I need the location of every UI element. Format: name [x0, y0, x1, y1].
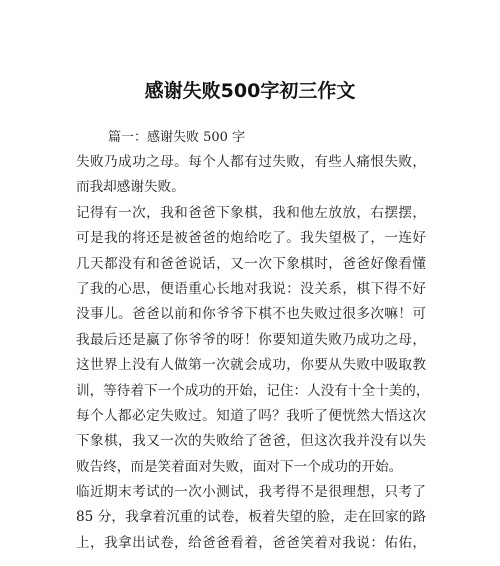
text-line: 了我的心思，便语重心长地对我说：没关系，棋下得不好 — [76, 280, 426, 297]
text-line: 失败乃成功之母。每个人都有过失败，有些人痛恨失败， — [76, 154, 426, 170]
document-title: 感谢失败500字初三作文 — [144, 80, 356, 102]
text-line: 没事儿。爸爸以前和你爷爷下棋不也失败过很多次嘛！可 — [76, 306, 426, 323]
text-line: 训，等待着下一个成功的开始，记住：人没有十全十美的， — [76, 382, 430, 399]
text-line: 临近期末考试的一次小测试，我考得不是很理想，只考了 — [76, 484, 426, 501]
text-line: 可是我的将还是被爸爸的炮给吃了。我失望极了，一连好 — [76, 230, 426, 247]
text-line: 85 分，我拿着沉重的试卷，板着失望的脸，走在回家的路 — [76, 509, 426, 526]
body-text — [76, 150, 430, 556]
text-line: 上，我拿出试卷，给爸爸看着，爸爸笑着对我说：佑佑， — [76, 534, 426, 551]
text-line: 每个人都必定失败过。知道了吗？我听了便恍然大悟这次 — [76, 407, 426, 424]
text-line: 我最后还是赢了你爷爷的呀！你要知道失败乃成功之母， — [76, 331, 426, 348]
section-heading: 篇一：感谢失败 500 字 — [108, 130, 246, 145]
text-line: 下象棋，我又一次的失败给了爸爸，但这次我并没有以失 — [76, 433, 426, 450]
text-line: 几天都没有和爸爸说话，又一次下象棋时，爸爸好像看懂 — [76, 255, 426, 272]
text-line: 而我却感谢失败。 — [76, 179, 185, 196]
text-line: 记得有一次，我和爸爸下象棋，我和他左放放，右摆摆， — [76, 204, 426, 221]
text-line: 这世界上没有人做第一次就会成功，你要从失败中吸取教 — [76, 357, 426, 374]
text-line: 败告终，而是笑着面对失败，面对下一个成功的开始。 — [76, 458, 403, 475]
